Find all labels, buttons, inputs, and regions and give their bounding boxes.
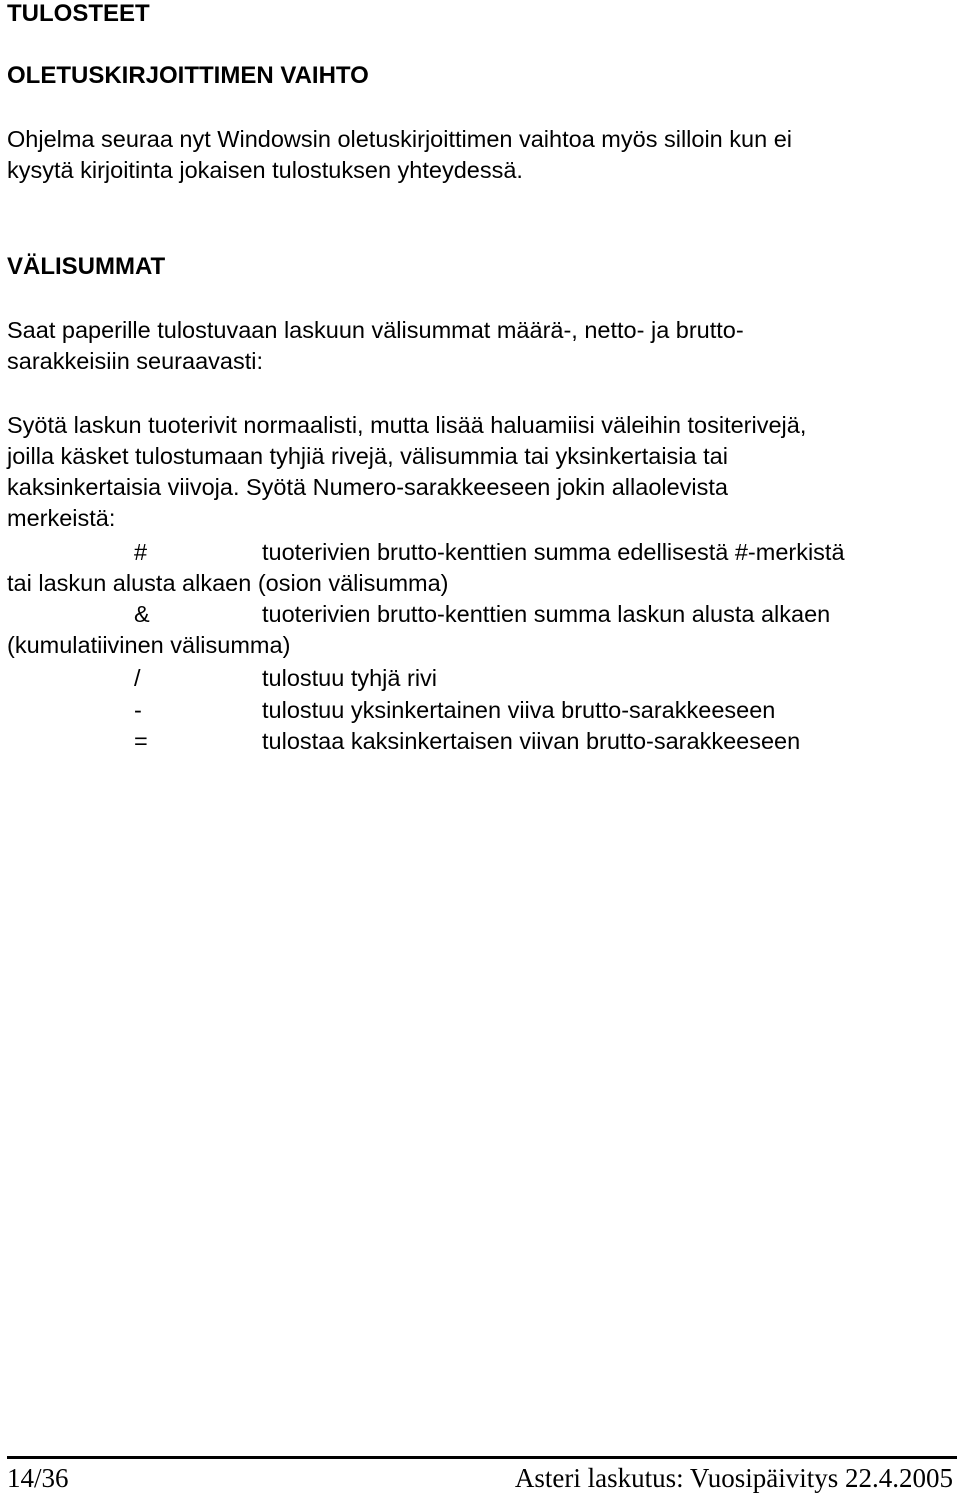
code-symbol: - bbox=[134, 697, 142, 723]
code-description: tulostuu tyhjä rivi bbox=[262, 665, 438, 691]
code-description-continued: (kumulatiivinen välisumma) bbox=[7, 632, 291, 658]
code-description: tuoterivien brutto-kenttien summa laskun alusta alkaen bbox=[262, 601, 831, 627]
paragraph-line: sarakkeisiin seuraavasti: bbox=[7, 348, 263, 374]
code-description: tulostuu yksinkertainen viiva brutto-sarakkeeseen bbox=[262, 697, 776, 723]
document-footer-title: Asteri laskutus: Vuosipäivitys 22.4.2005 bbox=[514, 1463, 953, 1493]
section-heading-subtotals: VÄLISUMMAT bbox=[7, 253, 166, 280]
code-symbol: & bbox=[134, 601, 150, 627]
footer-divider bbox=[7, 1456, 957, 1459]
section-heading-printer: OLETUSKIRJOITTIMEN VAIHTO bbox=[7, 62, 369, 89]
code-description-continued: tai laskun alusta alkaen (osion välisumma) bbox=[7, 570, 449, 596]
page-number: 14/36 bbox=[7, 1463, 69, 1493]
code-description: tulostaa kaksinkertaisen viivan brutto-sarakkeeseen bbox=[262, 728, 801, 754]
paragraph-line: kaksinkertaisia viivoja. Syötä Numero-sarakkeeseen jokin allaolevista bbox=[7, 474, 728, 500]
page-title: TULOSTEET bbox=[7, 0, 150, 27]
code-symbol: = bbox=[134, 728, 148, 754]
paragraph-line: Ohjelma seuraa nyt Windowsin oletuskirjoittimen vaihtoa myös silloin kun ei bbox=[7, 126, 792, 152]
code-description: tuoterivien brutto-kenttien summa edellisestä #-merkistä bbox=[262, 539, 845, 565]
paragraph-line: Saat paperille tulostuvaan laskuun välisummat määrä-, netto- ja brutto- bbox=[7, 317, 744, 343]
code-symbol: / bbox=[134, 665, 141, 691]
paragraph-line: merkeistä: bbox=[7, 505, 116, 531]
paragraph-line: Syötä laskun tuoterivit normaalisti, mutta lisää haluamiisi väleihin tositerivejä, bbox=[7, 412, 807, 438]
paragraph-line: kysytä kirjoitinta jokaisen tulostuksen yhteydessä. bbox=[7, 157, 523, 183]
paragraph-line: joilla käsket tulostumaan tyhjiä rivejä, välisummia tai yksinkertaisia tai bbox=[7, 443, 728, 469]
code-symbol: # bbox=[134, 539, 148, 565]
